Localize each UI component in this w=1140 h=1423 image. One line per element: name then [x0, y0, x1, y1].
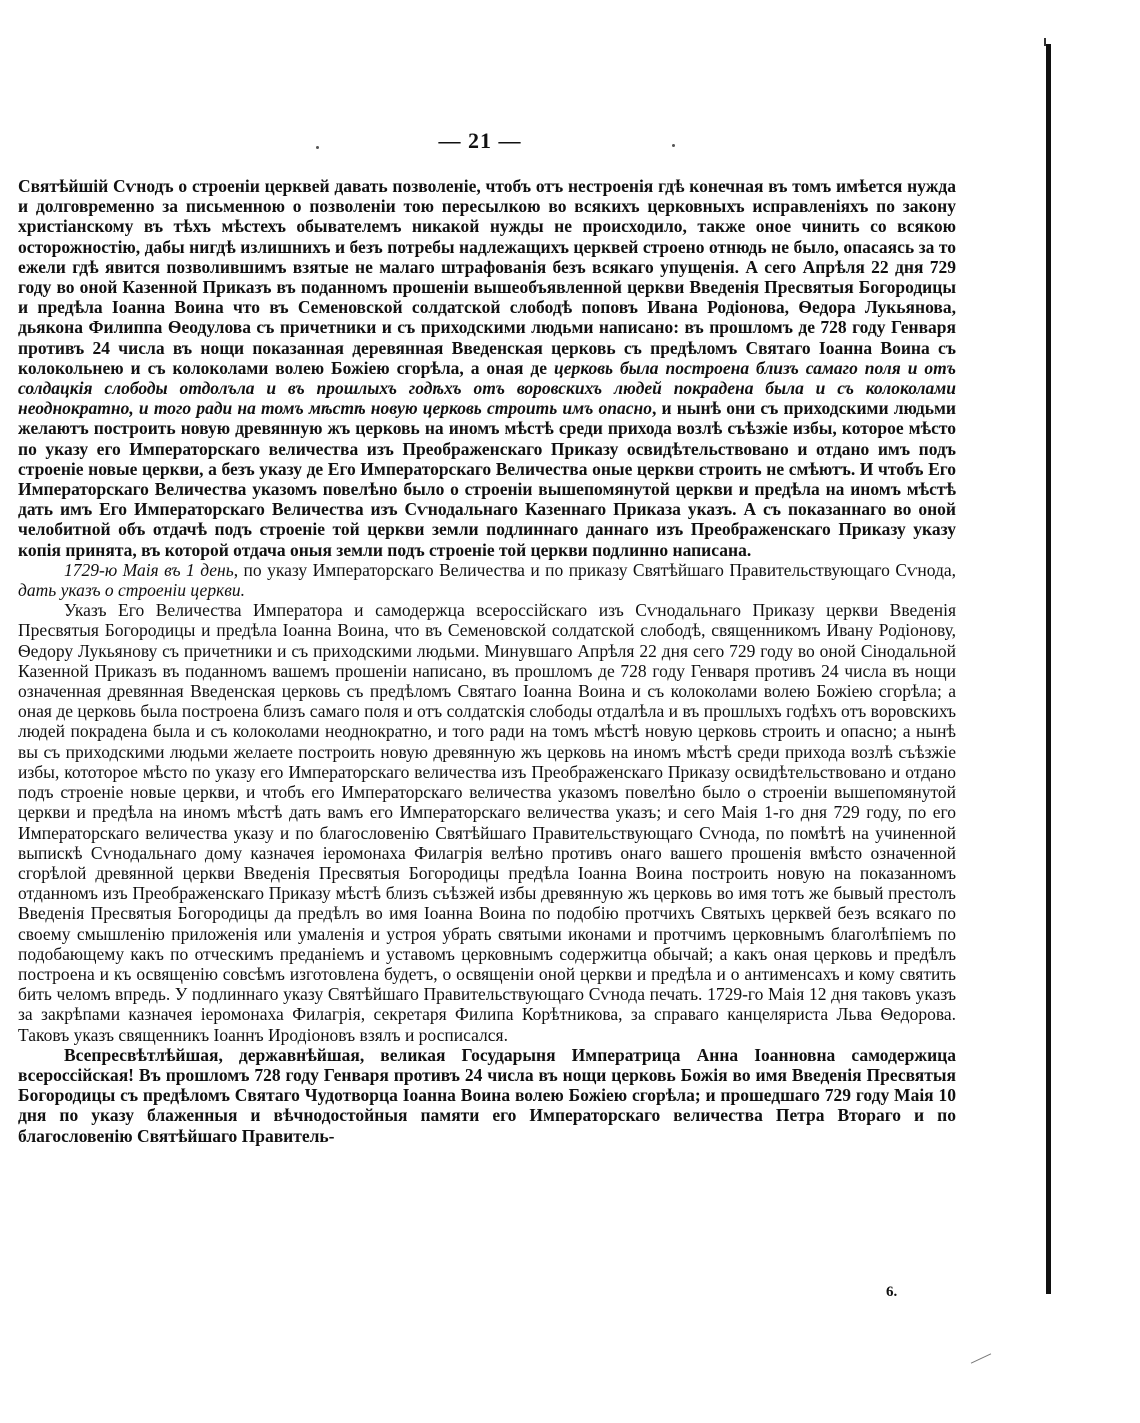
italic-text-segment: церковь была построена близъ самаго поля и отъ солдацкія слободы отдолъла и въ прошлыхъ годѣхъ отъ воровскихъ людей покрадена была и съ колоколами неоднократно, и того ради на томъ мѣстѣ новую церковь строить имъ опасно: [18, 357, 956, 419]
paragraph: [18, 1045, 956, 1146]
text-segment: , по указу Императорскаго Величества и по приказу Святѣйшаго Правительствующаго Сѵнода,: [233, 559, 956, 580]
scan-edge-tick: [1044, 38, 1046, 46]
signature-mark: 6.: [886, 1284, 898, 1300]
italic-text-segment: дать указъ о строеніи церкви.: [18, 580, 245, 601]
page-number: — 21 —: [438, 128, 522, 153]
italic-text-segment: 1729-ю Маія въ 1 день: [64, 559, 234, 580]
text-segment: Всепресвѣтлѣйшая, державнѣйшая, великая Государыня Императрица Анна Іоанновна самодержица всероссійская! Въ прошломъ 728 году Генваря противъ 24 числа въ нощи церковь Божія во имя Введенія Пресвятыя Богородицы съ предѣломъ Святаго Чудотворца Іоанна Воина волею Божіею сгорѣла; и прошедшаго 729 году Маія 10 дня по указу блаженныя и вѣчнодостойныя памяти его Императорскаго величества Петра Втораго и по благословенію Святѣйшаго Правитель-: [18, 1044, 956, 1146]
body-text: [18, 176, 956, 1146]
text-segment: Указъ Его Величества Императора и самодержца всероссійскаго изъ Сѵнодальнаго Приказу церкви Введенія Пресвятыя Богородицы и предѣла Іоанна Воина, что въ Семеновской солдатской слободѣ, священникомъ Ивану Родіонову, Ѳедору Лукьянову съ причетники и съ приходскими людьми. Минувшаго Апрѣля 22 дня сего 729 году во оной Сінодальной Казенной Приказъ въ поданномъ вашемъ прошеніи написано, въ прошломъ де 728 году Генваря противъ 24 числа въ нощи означенная древянная Введенская церковь съ предѣломъ Святаго Іоанна Воина и съ колоколами волею Божіею сгорѣла; а оная де церковь была построена близъ самаго поля и отъ солдатскія слободы отдалѣла и въ прошлыхъ годѣхъ отъ воровскихъ людей покрадена была и съ колоколами неоднократно, и того ради на томъ мѣстѣ новую церковь строить и опасно; а нынѣ вы съ приходскими людьми желаете построить новую древянную жъ церковь на иномъ мѣстѣ среди прихода возлѣ съѣзжіе избы, кототорое мѣсто по указу его Императорскаго величества изъ Преображенскаго Приказу освидѣтельствовано и отдано подъ строеніе новые церкви, и чтобъ его Императорскаго величества указомъ повелѣно было о строеніи вышепомянутой церкви и предѣла на иномъ мѣстѣ дать вамъ его Императорскаго величества указъ; и сего Маія 1-го дня 729 году, по его Императорскаго величества указу и по благословенію Святѣйшаго Правительствующаго Сѵнода, по помѣтѣ на учиненной выпискѣ Сѵнодальнаго дому казначея іеромонаха Филагрія велѣно противъ онаго вашего прошенія вмѣсто означенной сгорѣлой древянной церкви Введенія Пресвятыя Богородицы предѣла Іоанна Воина построить новую на показанномъ отданномъ изъ Преображенскаго Приказу мѣстѣ близъ съѣзжей избы древянную жъ церковь во имя тотъ же бывый престолъ Введенія Пресвятыя Богородицы да предѣлъ во имя Іоанна Воина по подобію протчихъ Святыхъ церквей безъ всякаго по своему смышленію приложенія или умаленія и устроя убрать святыми иконами и протчимъ церковнымъ благолѣпіемъ по подобающему какъ по отческимъ преданіемъ и уставомъ церковнымъ содержитца обычай; а какъ оная церковь и предѣлъ построена и къ освященію совсѣмъ изготовлена будетъ, о освященіи оной церкви и предѣла и о антименсахъ и кому святить бить челомъ впредь. У подлиннаго указу Святѣйшаго Правительствующаго Сѵнода печать. 1729-го Маія 12 дня таковъ указъ за закрѣпами казначея іеромонаха Филагрія, секретаря Филипа Корѣтникова, за справаго канцеляриста Льва Ѳедорова. Таковъ указъ священникъ Іоаннъ Иродіоновъ взялъ и росписался.: [18, 600, 956, 1045]
paragraph: [18, 560, 956, 600]
text-segment: Святѣйшій Сѵнодъ о строеніи церквей давать позволеніе, чтобъ отъ нестроенія гдѣ конечная въ томъ имѣется нужда и долговременно за письменною о позволеніи тою пересылкою во всякихъ церковныхъ исправленіяхъ по закону христіанскому въ тѣхъ мѣстехъ обывателемъ никакой нужды не происходило, также оное чинить со всякою осторожностію, дабы нигдѣ излишнихъ и безъ потребы надлежащихъ церквей строено отнюдь не было, опасаясь за то ежели гдѣ явится позволившимъ взятые не малаго штрафованія безъ всякаго упущенія. А сего Апрѣля 22 дня 729 году во оной Казенной Приказъ въ поданномъ прошеніи вышеобъявленной церкви Введенія Пресвятыя Богородицы и предѣла Іоанна Воина что въ Семеновской солдатской слободѣ поповъ Ивана Родіонова, Ѳедора Лукьянова, дьякона Филиппа Ѳеодулова съ причетники и съ приходскими людьми написано: въ прошломъ де 728 году Генваря противъ 24 числа въ нощи показанная деревянная Введенская церковь съ предѣломъ Святаго Іоанна Воина съ колокольнею и съ колоколами волею Божіею сгорѣла, а оная де: [18, 176, 956, 378]
scan-scratch: [971, 1353, 991, 1363]
paragraph: [18, 176, 956, 560]
paragraph: [18, 600, 956, 1044]
scan-edge-line: [1046, 44, 1051, 1294]
text-segment: , и нынѣ они съ приходскими людьми желаютъ построить новую древянную жъ церковь на иномъ мѣстѣ среди прихода возлѣ съѣзжіе избы, которое мѣсто по указу его Императорскаго величества изъ Преображенскаго Приказу освидѣтельствовано и отдано имъ подъ строеніе новые церкви, а безъ указу де Его Императорскаго Величества оные церкви строить не смѣютъ. И чтобъ Его Императорскаго Величества указомъ повелѣно было о строеніи вышепомянутой церкви и предѣла на иномъ мѣстѣ дать имъ Его Императорскаго Величества изъ Сѵнодальнаго Казеннаго Приказа указъ. А съ показаннаго во оной челобитной объ отдачѣ подъ строеніе той церкви земли подлиннаго даннаго изъ Преображенскаго Приказу указу копія принята, въ которой отдача оныя земли подъ строеніе той церкви подлинно написана.: [18, 398, 956, 560]
